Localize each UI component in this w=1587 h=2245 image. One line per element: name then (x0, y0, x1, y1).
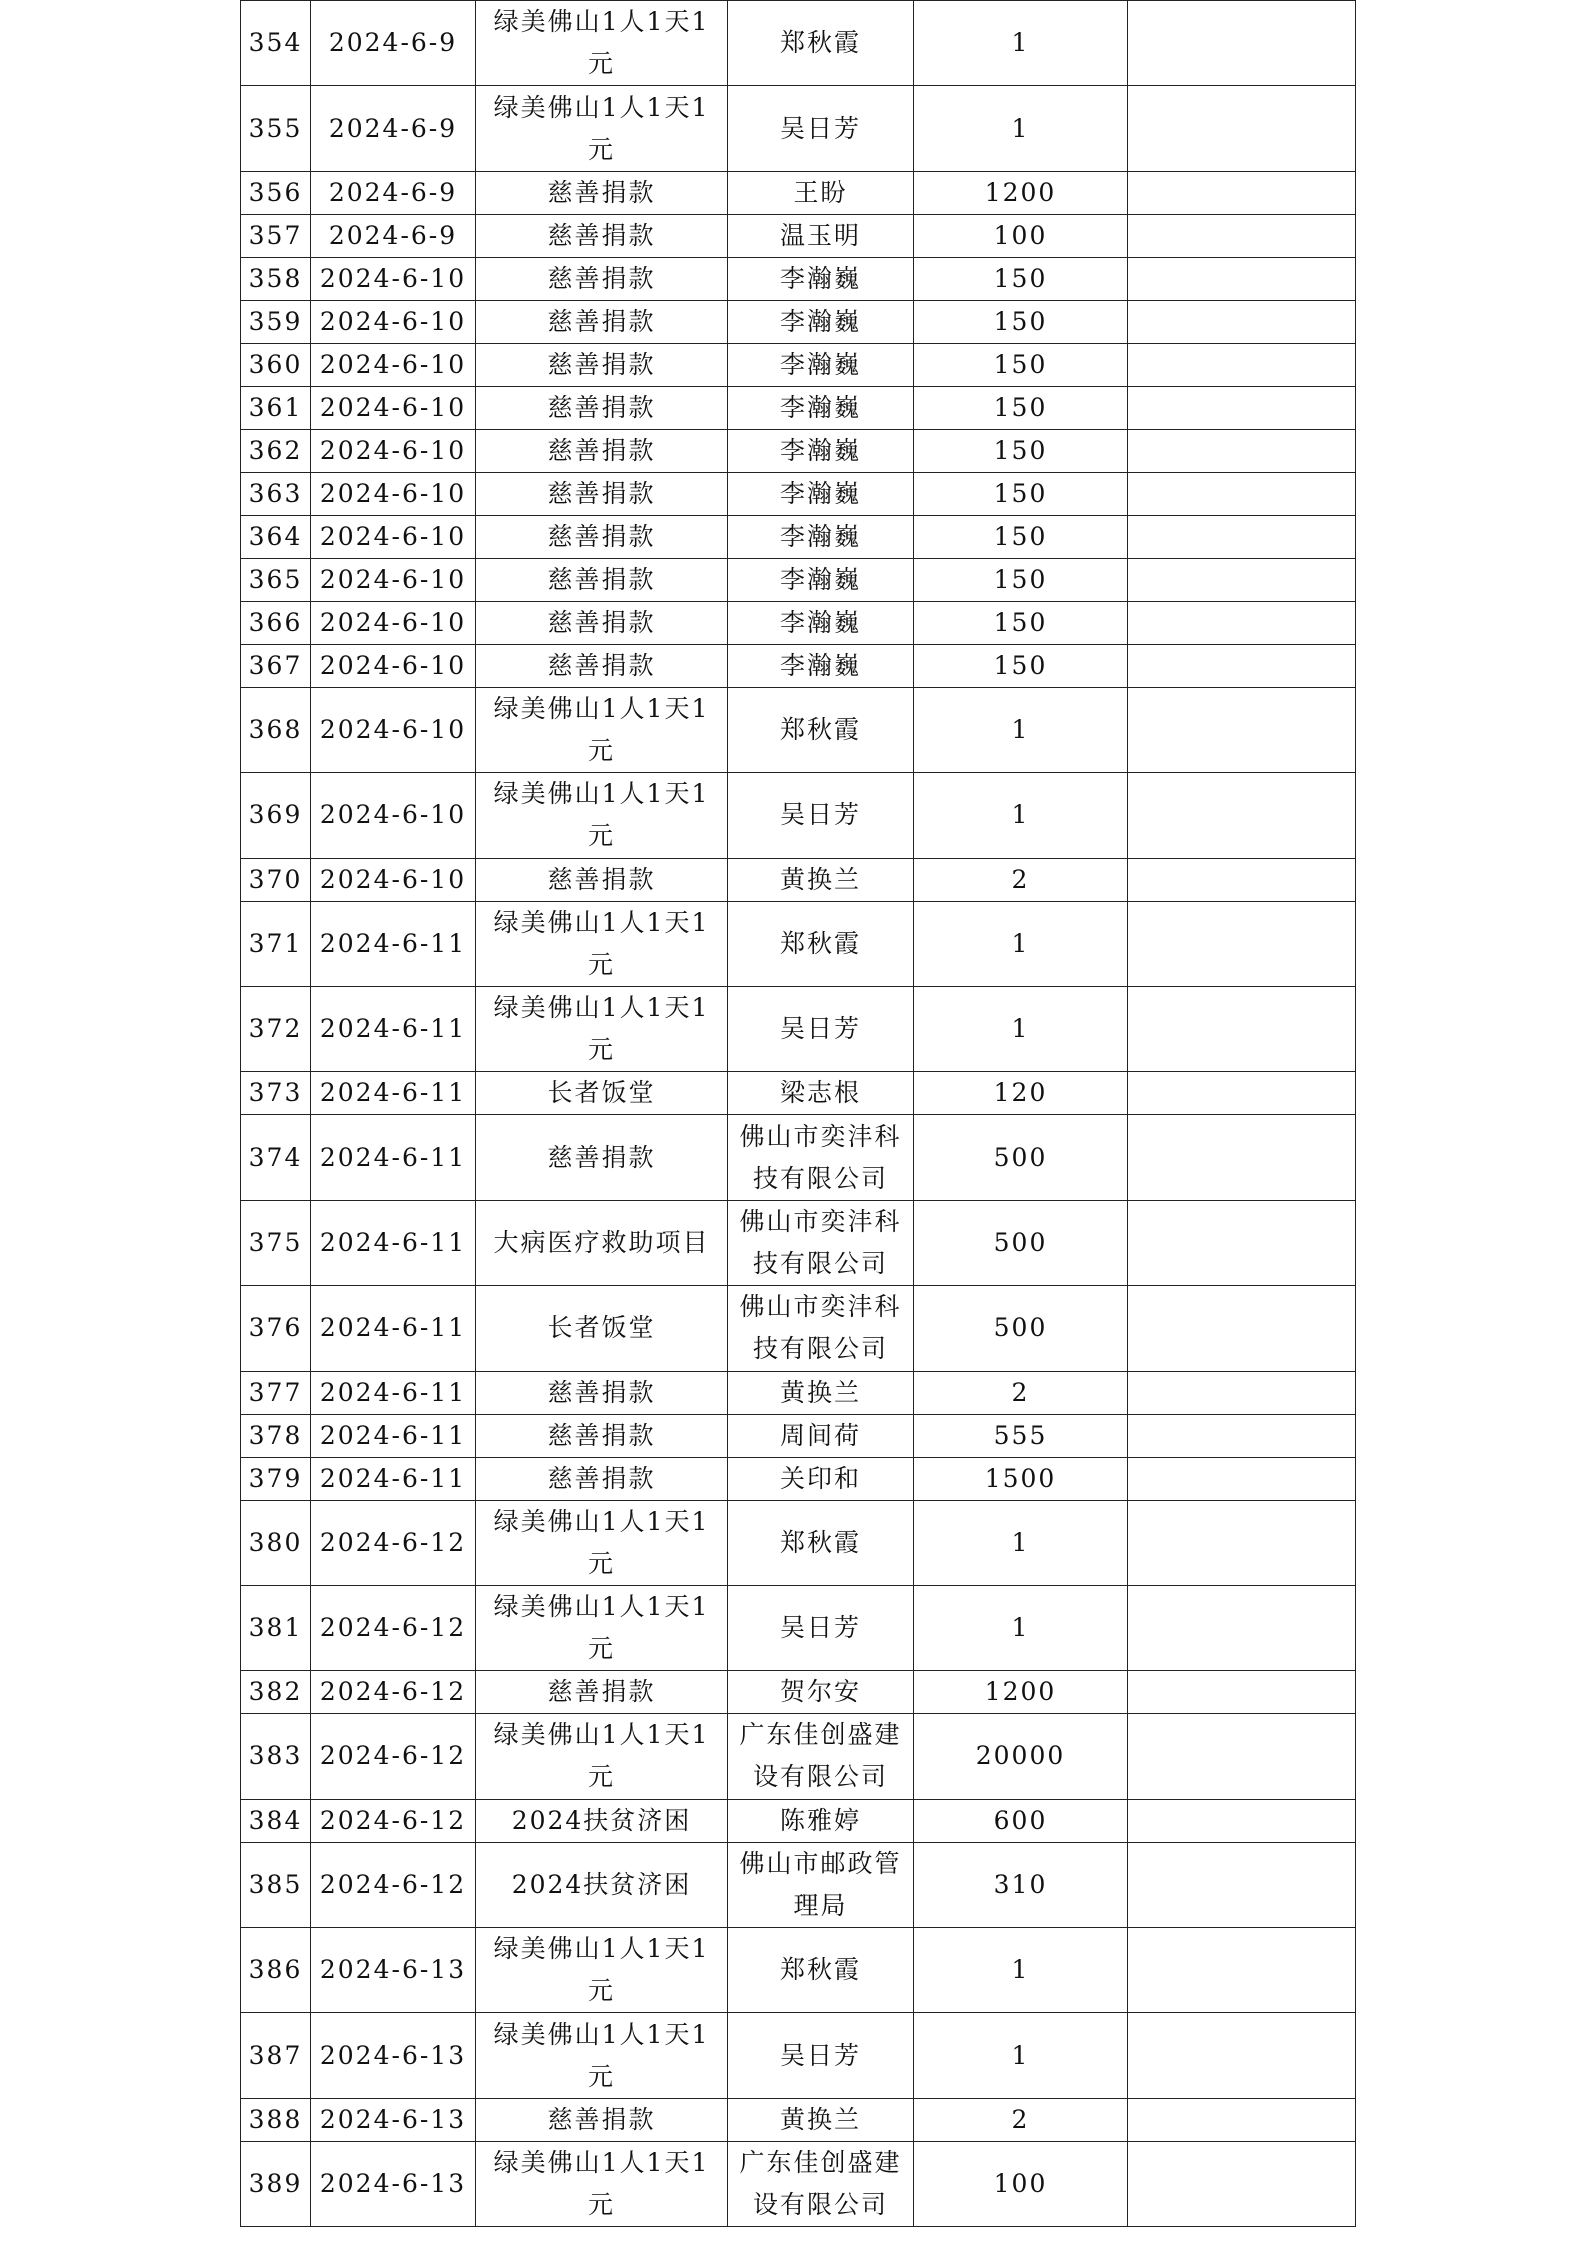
cell-remark (1128, 171, 1356, 214)
cell-serial-number: 369 (241, 773, 311, 858)
cell-date: 2024-6-11 (311, 901, 476, 986)
cell-amount: 2 (914, 2098, 1128, 2141)
cell-remark (1128, 1286, 1356, 1371)
cell-remark (1128, 1500, 1356, 1585)
cell-donor: 周间荷 (728, 1414, 914, 1457)
cell-project: 慈善捐款 (476, 257, 728, 300)
cell-remark (1128, 86, 1356, 171)
cell-donor: 广东佳创盛建设有限公司 (728, 1714, 914, 1799)
cell-donor: 李瀚巍 (728, 429, 914, 472)
cell-serial-number: 368 (241, 687, 311, 772)
cell-remark (1128, 2141, 1356, 2226)
cell-donor: 佛山市奕沣科技有限公司 (728, 1200, 914, 1285)
cell-project: 绿美佛山1人1天1元 (476, 2141, 728, 2226)
cell-date: 2024-6-9 (311, 86, 476, 171)
cell-donor: 郑秋霞 (728, 687, 914, 772)
cell-project: 慈善捐款 (476, 429, 728, 472)
table-row (241, 214, 1356, 257)
cell-serial-number: 375 (241, 1200, 311, 1285)
table-row (241, 515, 1356, 558)
cell-serial-number: 384 (241, 1799, 311, 1842)
cell-date: 2024-6-13 (311, 2013, 476, 2098)
cell-remark (1128, 1928, 1356, 2013)
cell-amount: 100 (914, 2141, 1128, 2226)
cell-donor: 李瀚巍 (728, 472, 914, 515)
cell-project: 绿美佛山1人1天1元 (476, 2013, 728, 2098)
table-row (241, 601, 1356, 644)
table-row (241, 986, 1356, 1071)
cell-serial-number: 373 (241, 1072, 311, 1115)
cell-date: 2024-6-11 (311, 986, 476, 1071)
cell-date: 2024-6-9 (311, 214, 476, 257)
table-row (241, 1414, 1356, 1457)
cell-project: 绿美佛山1人1天1元 (476, 1500, 728, 1585)
cell-remark (1128, 1842, 1356, 1927)
table-row (241, 2098, 1356, 2141)
cell-project: 慈善捐款 (476, 343, 728, 386)
cell-remark (1128, 2098, 1356, 2141)
cell-remark (1128, 687, 1356, 772)
table-row (241, 1457, 1356, 1500)
cell-amount: 1 (914, 1585, 1128, 1670)
cell-amount: 600 (914, 1799, 1128, 1842)
table-row (241, 1842, 1356, 1927)
cell-date: 2024-6-10 (311, 644, 476, 687)
table-row (241, 300, 1356, 343)
cell-project: 长者饭堂 (476, 1072, 728, 1115)
table-row (241, 1371, 1356, 1414)
cell-serial-number: 383 (241, 1714, 311, 1799)
cell-project: 慈善捐款 (476, 1457, 728, 1500)
cell-project: 慈善捐款 (476, 1414, 728, 1457)
donation-table (240, 0, 1356, 2227)
cell-donor: 梁志根 (728, 1072, 914, 1115)
cell-donor: 吴日芳 (728, 2013, 914, 2098)
cell-serial-number: 370 (241, 858, 311, 901)
cell-project: 绿美佛山1人1天1元 (476, 986, 728, 1071)
cell-date: 2024-6-10 (311, 858, 476, 901)
cell-date: 2024-6-11 (311, 1286, 476, 1371)
cell-serial-number: 360 (241, 343, 311, 386)
cell-serial-number: 359 (241, 300, 311, 343)
table-row (241, 858, 1356, 901)
table-row (241, 86, 1356, 171)
cell-serial-number: 356 (241, 171, 311, 214)
cell-date: 2024-6-12 (311, 1671, 476, 1714)
cell-project: 慈善捐款 (476, 472, 728, 515)
cell-date: 2024-6-13 (311, 2141, 476, 2226)
cell-amount: 500 (914, 1115, 1128, 1200)
cell-serial-number: 361 (241, 386, 311, 429)
donation-table-body (241, 1, 1356, 2227)
cell-donor: 关印和 (728, 1457, 914, 1500)
table-row (241, 1, 1356, 86)
cell-remark (1128, 644, 1356, 687)
cell-amount: 1 (914, 86, 1128, 171)
cell-date: 2024-6-11 (311, 1414, 476, 1457)
cell-date: 2024-6-10 (311, 257, 476, 300)
cell-remark (1128, 1585, 1356, 1670)
cell-project: 长者饭堂 (476, 1286, 728, 1371)
cell-amount: 120 (914, 1072, 1128, 1115)
cell-amount: 150 (914, 601, 1128, 644)
cell-project: 慈善捐款 (476, 214, 728, 257)
cell-amount: 1 (914, 1, 1128, 86)
cell-donor: 李瀚巍 (728, 601, 914, 644)
cell-remark (1128, 1414, 1356, 1457)
cell-remark (1128, 300, 1356, 343)
cell-date: 2024-6-10 (311, 558, 476, 601)
table-row (241, 1286, 1356, 1371)
cell-donor: 贺尔安 (728, 1671, 914, 1714)
cell-project: 慈善捐款 (476, 601, 728, 644)
table-row (241, 429, 1356, 472)
table-row (241, 1585, 1356, 1670)
table-row (241, 773, 1356, 858)
cell-remark (1128, 1115, 1356, 1200)
cell-serial-number: 355 (241, 86, 311, 171)
cell-donor: 黄换兰 (728, 2098, 914, 2141)
cell-donor: 郑秋霞 (728, 1, 914, 86)
cell-project: 绿美佛山1人1天1元 (476, 1714, 728, 1799)
table-row (241, 901, 1356, 986)
cell-donor: 李瀚巍 (728, 558, 914, 601)
cell-remark (1128, 2013, 1356, 2098)
cell-date: 2024-6-10 (311, 429, 476, 472)
cell-amount: 1 (914, 773, 1128, 858)
cell-project: 慈善捐款 (476, 1115, 728, 1200)
cell-date: 2024-6-12 (311, 1500, 476, 1585)
cell-amount: 100 (914, 214, 1128, 257)
cell-amount: 150 (914, 343, 1128, 386)
cell-amount: 500 (914, 1286, 1128, 1371)
cell-project: 慈善捐款 (476, 171, 728, 214)
cell-project: 绿美佛山1人1天1元 (476, 901, 728, 986)
cell-donor: 佛山市奕沣科技有限公司 (728, 1115, 914, 1200)
cell-donor: 广东佳创盛建设有限公司 (728, 2141, 914, 2226)
cell-serial-number: 388 (241, 2098, 311, 2141)
cell-serial-number: 371 (241, 901, 311, 986)
cell-project: 慈善捐款 (476, 1371, 728, 1414)
cell-project: 2024扶贫济困 (476, 1799, 728, 1842)
cell-remark (1128, 601, 1356, 644)
cell-amount: 150 (914, 472, 1128, 515)
cell-remark (1128, 386, 1356, 429)
cell-remark (1128, 1457, 1356, 1500)
table-row (241, 558, 1356, 601)
cell-serial-number: 364 (241, 515, 311, 558)
cell-remark (1128, 558, 1356, 601)
cell-date: 2024-6-11 (311, 1457, 476, 1500)
cell-amount: 500 (914, 1200, 1128, 1285)
cell-amount: 555 (914, 1414, 1128, 1457)
cell-donor: 黄换兰 (728, 858, 914, 901)
cell-serial-number: 382 (241, 1671, 311, 1714)
cell-remark (1128, 214, 1356, 257)
cell-amount: 2 (914, 1371, 1128, 1414)
cell-amount: 1 (914, 687, 1128, 772)
cell-date: 2024-6-12 (311, 1585, 476, 1670)
cell-date: 2024-6-11 (311, 1371, 476, 1414)
table-row (241, 2141, 1356, 2226)
cell-date: 2024-6-12 (311, 1799, 476, 1842)
cell-date: 2024-6-12 (311, 1714, 476, 1799)
cell-remark (1128, 429, 1356, 472)
cell-date: 2024-6-10 (311, 515, 476, 558)
cell-donor: 黄换兰 (728, 1371, 914, 1414)
cell-serial-number: 358 (241, 257, 311, 300)
cell-date: 2024-6-10 (311, 601, 476, 644)
cell-amount: 150 (914, 515, 1128, 558)
cell-remark (1128, 986, 1356, 1071)
table-row (241, 257, 1356, 300)
cell-date: 2024-6-12 (311, 1842, 476, 1927)
table-row (241, 1115, 1356, 1200)
cell-remark (1128, 858, 1356, 901)
cell-project: 慈善捐款 (476, 2098, 728, 2141)
cell-remark (1128, 1371, 1356, 1414)
cell-donor: 吴日芳 (728, 86, 914, 171)
cell-date: 2024-6-10 (311, 343, 476, 386)
cell-amount: 1 (914, 1500, 1128, 1585)
cell-project: 慈善捐款 (476, 858, 728, 901)
cell-serial-number: 377 (241, 1371, 311, 1414)
cell-project: 绿美佛山1人1天1元 (476, 1928, 728, 2013)
cell-donor: 李瀚巍 (728, 300, 914, 343)
cell-date: 2024-6-11 (311, 1115, 476, 1200)
cell-project: 慈善捐款 (476, 515, 728, 558)
cell-amount: 1 (914, 901, 1128, 986)
cell-project: 慈善捐款 (476, 558, 728, 601)
cell-donor: 佛山市奕沣科技有限公司 (728, 1286, 914, 1371)
cell-date: 2024-6-11 (311, 1200, 476, 1285)
cell-project: 绿美佛山1人1天1元 (476, 773, 728, 858)
table-row (241, 1072, 1356, 1115)
cell-project: 慈善捐款 (476, 386, 728, 429)
cell-project: 绿美佛山1人1天1元 (476, 687, 728, 772)
cell-project: 大病医疗救助项目 (476, 1200, 728, 1285)
table-row (241, 1671, 1356, 1714)
cell-remark (1128, 515, 1356, 558)
cell-remark (1128, 257, 1356, 300)
cell-remark (1128, 1714, 1356, 1799)
cell-date: 2024-6-10 (311, 300, 476, 343)
cell-project: 绿美佛山1人1天1元 (476, 1, 728, 86)
cell-date: 2024-6-9 (311, 171, 476, 214)
cell-serial-number: 386 (241, 1928, 311, 2013)
cell-amount: 150 (914, 300, 1128, 343)
table-row (241, 644, 1356, 687)
cell-serial-number: 381 (241, 1585, 311, 1670)
cell-donor: 郑秋霞 (728, 901, 914, 986)
cell-remark (1128, 472, 1356, 515)
cell-donor: 李瀚巍 (728, 515, 914, 558)
table-row (241, 386, 1356, 429)
cell-amount: 150 (914, 429, 1128, 472)
cell-date: 2024-6-10 (311, 773, 476, 858)
table-row (241, 1500, 1356, 1585)
cell-remark (1128, 901, 1356, 986)
table-row (241, 687, 1356, 772)
cell-amount: 1200 (914, 171, 1128, 214)
table-row (241, 1714, 1356, 1799)
cell-serial-number: 385 (241, 1842, 311, 1927)
cell-project: 慈善捐款 (476, 1671, 728, 1714)
cell-amount: 1 (914, 2013, 1128, 2098)
cell-serial-number: 376 (241, 1286, 311, 1371)
cell-serial-number: 362 (241, 429, 311, 472)
cell-amount: 1 (914, 986, 1128, 1071)
cell-serial-number: 379 (241, 1457, 311, 1500)
cell-donor: 王盼 (728, 171, 914, 214)
cell-project: 绿美佛山1人1天1元 (476, 1585, 728, 1670)
cell-serial-number: 357 (241, 214, 311, 257)
cell-remark (1128, 1200, 1356, 1285)
table-row (241, 1200, 1356, 1285)
cell-serial-number: 380 (241, 1500, 311, 1585)
cell-serial-number: 378 (241, 1414, 311, 1457)
cell-donor: 陈雅婷 (728, 1799, 914, 1842)
cell-remark (1128, 343, 1356, 386)
cell-donor: 李瀚巍 (728, 257, 914, 300)
table-row (241, 171, 1356, 214)
cell-serial-number: 363 (241, 472, 311, 515)
cell-amount: 150 (914, 558, 1128, 601)
cell-donor: 李瀚巍 (728, 343, 914, 386)
cell-date: 2024-6-9 (311, 1, 476, 86)
cell-date: 2024-6-13 (311, 1928, 476, 2013)
cell-remark (1128, 1, 1356, 86)
cell-donor: 李瀚巍 (728, 644, 914, 687)
cell-date: 2024-6-11 (311, 1072, 476, 1115)
cell-donor: 郑秋霞 (728, 1928, 914, 2013)
cell-remark (1128, 1671, 1356, 1714)
cell-project: 绿美佛山1人1天1元 (476, 86, 728, 171)
cell-donor: 李瀚巍 (728, 386, 914, 429)
cell-amount: 1 (914, 1928, 1128, 2013)
cell-donor: 吴日芳 (728, 986, 914, 1071)
table-row (241, 1799, 1356, 1842)
table-row (241, 472, 1356, 515)
donation-record-sheet (240, 0, 1355, 2227)
cell-donor: 温玉明 (728, 214, 914, 257)
cell-donor: 吴日芳 (728, 773, 914, 858)
cell-serial-number: 365 (241, 558, 311, 601)
cell-date: 2024-6-13 (311, 2098, 476, 2141)
cell-serial-number: 367 (241, 644, 311, 687)
cell-serial-number: 354 (241, 1, 311, 86)
cell-donor: 郑秋霞 (728, 1500, 914, 1585)
table-row (241, 343, 1356, 386)
cell-amount: 1200 (914, 1671, 1128, 1714)
cell-serial-number: 387 (241, 2013, 311, 2098)
cell-donor: 佛山市邮政管理局 (728, 1842, 914, 1927)
cell-donor: 吴日芳 (728, 1585, 914, 1670)
cell-project: 慈善捐款 (476, 644, 728, 687)
cell-amount: 150 (914, 644, 1128, 687)
cell-date: 2024-6-10 (311, 386, 476, 429)
cell-remark (1128, 1799, 1356, 1842)
cell-serial-number: 366 (241, 601, 311, 644)
cell-remark (1128, 1072, 1356, 1115)
table-row (241, 1928, 1356, 2013)
table-row (241, 2013, 1356, 2098)
cell-date: 2024-6-10 (311, 687, 476, 772)
cell-date: 2024-6-10 (311, 472, 476, 515)
cell-amount: 1500 (914, 1457, 1128, 1500)
cell-amount: 310 (914, 1842, 1128, 1927)
cell-serial-number: 389 (241, 2141, 311, 2226)
cell-project: 慈善捐款 (476, 300, 728, 343)
cell-project: 2024扶贫济困 (476, 1842, 728, 1927)
cell-amount: 150 (914, 386, 1128, 429)
cell-amount: 150 (914, 257, 1128, 300)
cell-amount: 20000 (914, 1714, 1128, 1799)
cell-serial-number: 374 (241, 1115, 311, 1200)
cell-amount: 2 (914, 858, 1128, 901)
cell-serial-number: 372 (241, 986, 311, 1071)
cell-remark (1128, 773, 1356, 858)
